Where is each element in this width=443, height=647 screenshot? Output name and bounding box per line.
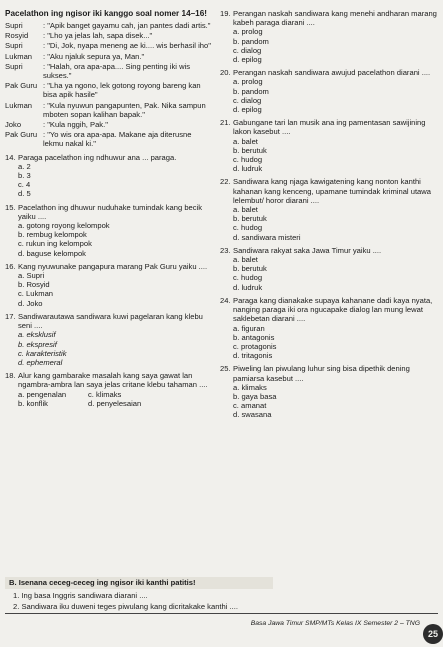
utterance: : "Di, Jok, nyapa meneng ae ki.... wis berhasil iho" [43,41,211,51]
dialog-line [5,81,213,99]
question-25 [220,364,440,382]
question-number: 19. [220,9,231,18]
question-text: Sandiwara kang njaga kawigatening kang nonton kanthi kahanan kang kenceng, upamane tumindak kriminal utawa lelembut/ horor diarani .... [233,177,431,205]
option: a. gotong royong kelompok [18,221,110,231]
footer-divider [5,613,438,614]
option: c. amanat [233,401,267,411]
question-15 [5,203,213,221]
speaker: Pak Guru [5,130,38,140]
question-text: Paraga pacelathon ing ndhuwur ana ... paraga. [18,152,177,162]
section-b [5,577,438,612]
question-19 [220,9,440,27]
option: a. balet [233,136,258,146]
option: b. 3 [18,171,31,181]
option: c. protagonis [233,341,277,351]
question-text: Sandiwarautawa sandiwara kuwi pagelaran kang klebu seni .... [18,311,203,331]
utterance: : "Lha ya ngono, lek gotong royong bareng kan bisa apik hasile" [43,81,201,100]
option: a. figuran [233,323,265,333]
option: c. Lukman [18,289,54,299]
option: a. balet [233,205,258,215]
dialog-instruction: Pacelathon ing ngisor iki kanggo soal nomer 14–16! [5,9,208,18]
option: a. prolog [233,77,263,87]
option: d. ludruk [233,164,263,174]
options-19 [220,27,440,64]
option: d. ludruk [233,282,263,292]
dialog-line [5,130,213,148]
option: c. klimaks [88,389,122,399]
question-text: Gabungane tari lan musik ana ing pamentasan sawijining lakon kasebut .... [233,118,426,137]
option: d. epilog [233,105,262,115]
option: a. balet [233,255,258,265]
option: b. gaya basa [233,391,277,401]
question-number: 14. [5,152,16,162]
option: b. Rosyid [18,280,50,290]
question-18 [5,371,213,389]
utterance: : "Apik banget gayamu cah, jan pantes dadi artis." [43,21,211,30]
option: b. pandom [233,86,269,96]
footer-text: Basa Jawa Timur SMP/MTs Kelas IX Semester 2 – TNG [250,620,420,627]
options-24 [220,324,440,361]
options-18-row2 [5,399,213,408]
question-number: 22. [220,177,231,187]
question-24 [220,296,440,324]
speaker: Rosyid [5,31,29,41]
right-column [220,9,440,420]
question-text: Piweling lan piwulang luhur sing bisa dipethik dening pamiarsa kasebut .... [233,364,410,383]
option: c. dialog [233,95,262,105]
options-17 [5,330,213,367]
option: b. rembug kelompok [18,230,87,240]
dialog-line [5,120,213,129]
question-22 [220,177,440,205]
left-column [5,9,213,408]
dialog-block [5,21,213,149]
speaker: Supri [5,41,23,51]
speaker: Joko [5,120,22,130]
options-23 [220,255,440,292]
option: b. antagonis [233,332,275,342]
utterance: : "Yo wis ora apa-apa. Makane aja diterusne lekmu nakal ki." [43,130,192,149]
option: a. prolog [233,27,263,37]
option: a. klimaks [233,382,267,392]
question-number: 15. [5,202,16,212]
question-number: 23. [220,245,231,255]
options-15 [5,221,213,258]
question-text: Perangan naskah sandiwara awujud pacelathon diarani .... [233,68,431,78]
section-b-item: 2. Sandiwara iku duweni teges piwulang kang dicritakake kanthi .... [13,602,238,611]
question-text: Perangan naskah sandiwara kang menehi andharan marang kabeh paraga diarani .... [233,9,437,28]
speaker: Lukman [5,51,33,61]
option: d. epilog [233,55,262,65]
question-text: Pacelathon ing dhuwur nuduhake tumindak kang becik yaiku .... [18,202,203,221]
option: b. konflik [18,398,48,408]
option: b. berutuk [233,145,267,155]
option: a. 2 [18,161,31,171]
option: d. ephemeral [18,357,63,367]
options-14 [5,162,213,199]
section-b-item: 1. Ing basa Inggris sandiwara diarani .... [13,590,148,600]
question-14 [5,153,213,162]
speaker: Lukman [5,100,33,110]
question-text: Alur kang gambarake masalah kang saya gawat lan ngambra-ambra lan saya jelas critane klebu tahaman .... [18,371,208,390]
dialog-line [5,101,213,119]
speaker: Pak Guru [5,81,38,91]
option: a. pengenalan [18,389,67,399]
section-b-title: B. Isenana ceceg-ceceg ing ngisor iki kanthi patitis! [5,577,273,589]
option: c. hudog [233,155,263,165]
question-17 [5,312,213,330]
options-20 [220,77,440,114]
dialog-line [5,62,213,80]
utterance: : "Kula nyuwun pangapunten, Pak. Nika sampun mboten sopan kalihan bapak." [43,100,206,119]
options-21 [220,137,440,174]
option: b. ekspresif [18,339,57,349]
option: d. 5 [18,189,31,199]
question-text: Paraga kang dianakake supaya kahanane dadi kaya nyata, nanging paraga iki ora ngucapake dialog lan mung lewat saklebetan diarani .... [233,295,433,324]
question-number: 16. [5,261,16,271]
question-20 [220,68,440,77]
option: d. penyelesaian [88,398,142,408]
option: d. swasana [233,410,272,420]
option: d. Joko [18,298,43,308]
question-number: 18. [5,371,16,381]
option: c. karakteristik [18,348,67,358]
option: c. hudog [233,223,263,233]
question-number: 25. [220,364,231,374]
question-21 [220,118,440,136]
dialog-line [5,21,213,30]
option: c. hudog [233,273,263,283]
utterance: : "Aku njaluk sepura ya, Man." [43,51,145,61]
dialog-line [5,31,213,40]
option: b. pandom [233,36,269,46]
question-number: 21. [220,118,231,128]
option: c. rukun ing kelompok [18,239,92,249]
option: c. dialog [233,45,262,55]
question-number: 20. [220,68,231,78]
utterance: : "Halah, ora apa-apa.... Sing penting iki wis sukses." [43,61,191,81]
question-16 [5,262,213,271]
option: c. 4 [18,180,31,190]
options-16 [5,271,213,308]
option: d. tritagonis [233,351,273,361]
question-number: 17. [5,311,16,321]
question-text: Sandiwara rakyat saka Jawa Timur yaiku .... [233,245,382,255]
option: a. eksklusif [18,330,56,340]
options-25 [220,383,440,420]
dialog-line [5,52,213,61]
dialog-line [5,41,213,50]
speaker: Supri [5,61,23,71]
option: b. berutuk [233,264,267,274]
question-text: Kang nyuwunake pangapura marang Pak Guru yaiku .... [18,261,208,271]
options-22 [220,205,440,242]
option: b. berutuk [233,214,267,224]
question-23 [220,246,440,255]
options-18-row1 [5,390,213,399]
page-number: 25 [423,624,443,644]
speaker: Supri [5,21,23,30]
option: d. sandiwara misteri [233,232,301,242]
utterance: : "Kula nggih, Pak." [43,120,108,130]
option: d. baguse kelompok [18,248,86,258]
question-number: 24. [220,295,231,305]
option: a. Supri [18,271,45,281]
utterance: : "Lho ya jelas lah, sapa disek..." [43,31,153,41]
